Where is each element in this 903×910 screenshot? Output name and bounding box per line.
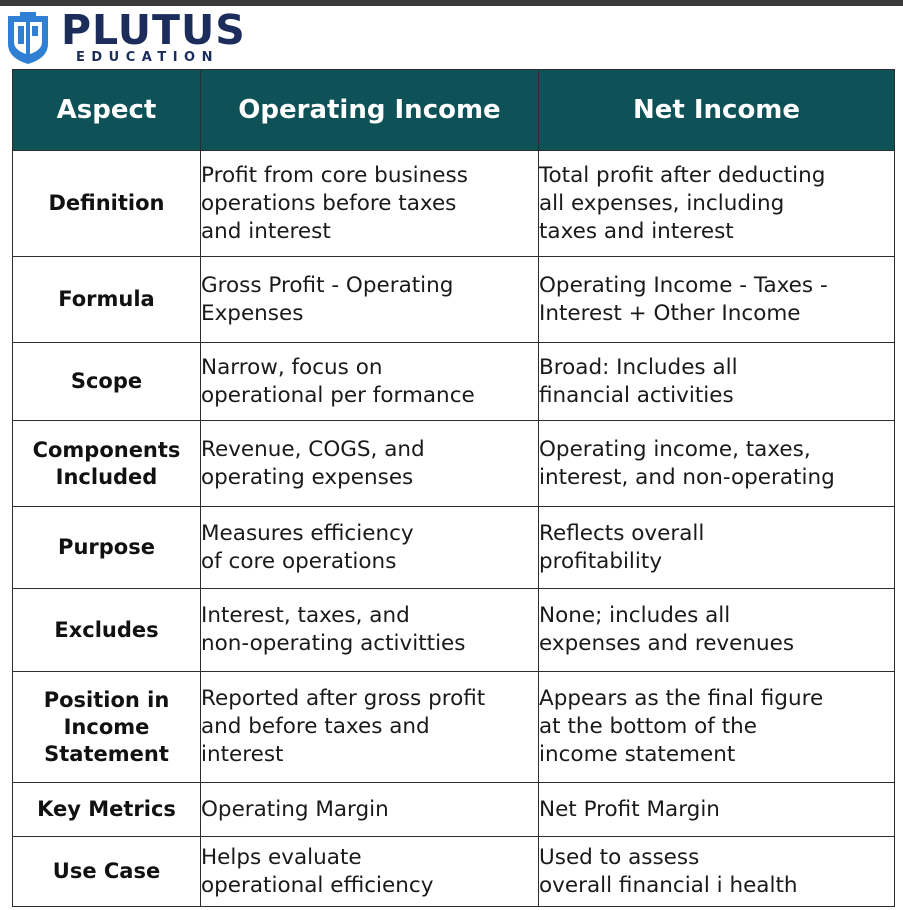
comparison-table — [12, 69, 895, 907]
table-row — [13, 783, 895, 837]
column-header-aspect: Aspect — [13, 70, 201, 151]
row-operating-income-cell — [201, 257, 539, 343]
row-net-income-cell — [539, 257, 895, 343]
row-operating-income-cell — [201, 507, 539, 589]
row-aspect-cell — [13, 343, 201, 421]
row-operating-income-cell — [201, 672, 539, 783]
row-operating-income-cell-text: Narrow, focus on operational per formance — [201, 354, 475, 408]
table-row — [13, 837, 895, 907]
row-aspect-cell — [13, 837, 201, 907]
row-operating-income-cell — [201, 837, 539, 907]
row-operating-income-cell-text: Revenue, COGS, and operating expenses — [201, 436, 425, 490]
row-aspect-cell — [13, 672, 201, 783]
row-aspect-cell-text: Purpose — [58, 535, 155, 559]
row-aspect-cell-text: Position in Income Statement — [43, 687, 170, 766]
row-net-income-cell — [539, 783, 895, 837]
table-row — [13, 257, 895, 343]
row-aspect-cell — [13, 783, 201, 837]
row-net-income-cell-text: Operating income, taxes, interest, and non-operating — [539, 436, 835, 490]
row-aspect-cell-text: Formula — [58, 287, 155, 311]
brand-name: PLUTUS — [61, 6, 246, 54]
row-net-income-cell — [539, 343, 895, 421]
table-header-row — [13, 70, 895, 151]
brand-subtitle: EDUCATION — [76, 50, 219, 65]
row-aspect-cell-text: Definition — [48, 191, 165, 215]
row-operating-income-cell-text: Operating Margin — [201, 796, 389, 822]
table-row — [13, 672, 895, 783]
row-operating-income-cell — [201, 783, 539, 837]
table-row — [13, 589, 895, 672]
row-operating-income-cell — [201, 151, 539, 257]
table-row — [13, 151, 895, 257]
plutus-shield-icon — [6, 10, 50, 66]
column-header-net-income: Net Income — [539, 70, 895, 151]
row-net-income-cell-text: None; includes all expenses and revenues — [539, 603, 795, 656]
table-body — [13, 151, 895, 907]
row-aspect-cell-text: Scope — [70, 369, 143, 393]
row-net-income-cell — [539, 507, 895, 589]
column-header-operating-income: Operating Income — [201, 70, 539, 151]
row-operating-income-cell — [201, 589, 539, 672]
row-operating-income-cell-text: Gross Profit - Operating Expenses — [201, 272, 454, 326]
row-aspect-cell-text: Use Case — [52, 859, 161, 883]
row-net-income-cell-text: Total profit after deducting all expenses, including taxes and interest — [539, 162, 826, 244]
row-net-income-cell — [539, 837, 895, 907]
row-operating-income-cell-text: Reported after gross profit and before taxes and interest — [201, 686, 486, 767]
row-aspect-cell-text: Components Included — [32, 437, 181, 489]
row-aspect-cell — [13, 257, 201, 343]
row-net-income-cell-text: Used to assess overall financial i health — [539, 844, 798, 898]
row-net-income-cell-text: Broad: Includes all financial activities — [539, 354, 738, 408]
row-operating-income-cell-text: Measures efficiency of core operations — [201, 520, 414, 574]
row-operating-income-cell-text: Helps evaluate operational efficiency — [201, 844, 434, 898]
row-net-income-cell-text: Net Profit Margin — [539, 796, 720, 822]
row-aspect-cell — [13, 507, 201, 589]
row-net-income-cell — [539, 421, 895, 507]
row-net-income-cell — [539, 151, 895, 257]
row-operating-income-cell-text: Interest, taxes, and non-operating activitties — [201, 603, 466, 656]
row-aspect-cell — [13, 151, 201, 257]
row-aspect-cell-text: Excludes — [54, 617, 159, 642]
row-net-income-cell-text: Appears as the final figure at the bottom of the income statement — [539, 686, 824, 767]
table-row — [13, 343, 895, 421]
row-net-income-cell-text: Reflects overall profitability — [539, 520, 705, 574]
row-aspect-cell — [13, 589, 201, 672]
row-net-income-cell — [539, 589, 895, 672]
row-aspect-cell — [13, 421, 201, 507]
row-net-income-cell — [539, 672, 895, 783]
row-operating-income-cell — [201, 421, 539, 507]
brand-logo — [6, 8, 266, 66]
table-row — [13, 507, 895, 589]
row-net-income-cell-text: Operating Income - Taxes - Interest + Other Income — [539, 272, 828, 326]
row-operating-income-cell — [201, 343, 539, 421]
row-aspect-cell-text: Key Metrics — [37, 797, 176, 821]
table-row — [13, 421, 895, 507]
row-operating-income-cell-text: Profit from core business operations before taxes and interest — [201, 162, 468, 244]
